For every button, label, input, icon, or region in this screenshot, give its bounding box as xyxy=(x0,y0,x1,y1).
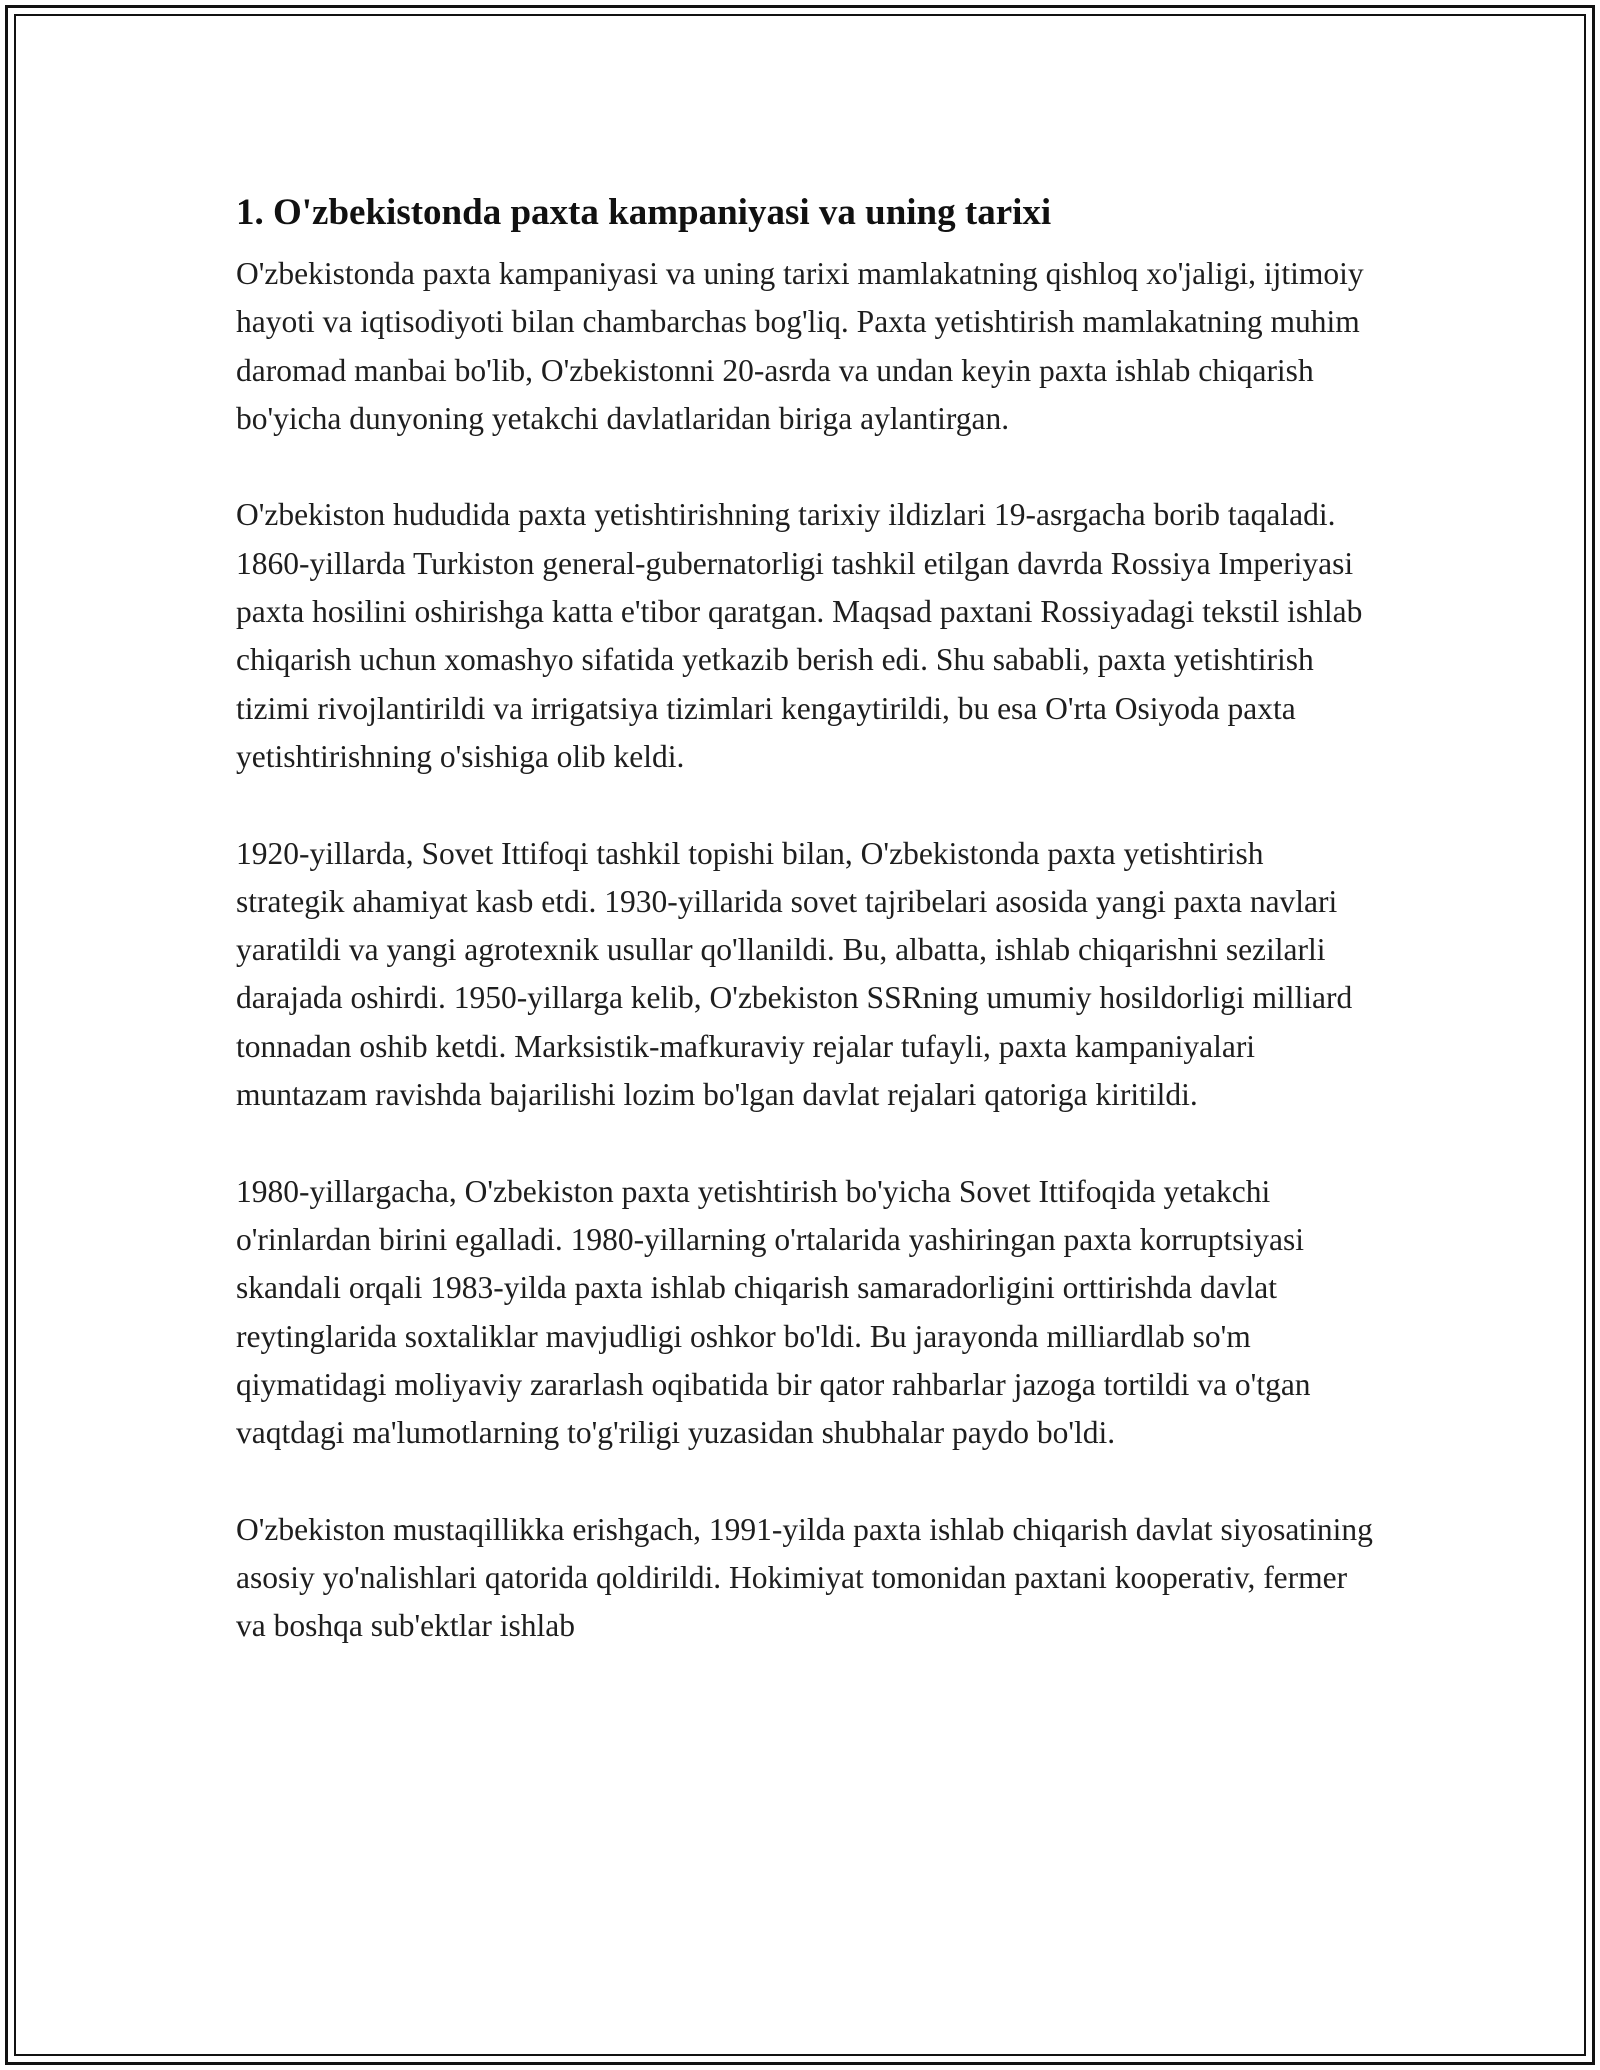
paragraph-2: O'zbekiston hududida paxta yetishtirishning tarixiy ildizlari 19-asrgacha borib taqaladi. 1860-yillarda Turkiston general-gubernatorligi tashkil etilgan davrda Rossiya Imperiyasi paxta hosilini oshirishga katta e'tibor qaratgan. Maqsad paxtani Rossiyadagi tekstil ishlab chiqarish uchun xomashyo sifatida yetkazib berish edi. Shu sababli, paxta yetishtirish tizimi rivojlantirildi va irrigatsiya tizimlari kengaytirildi, bu esa O'rta Osiyoda paxta yetishtirishning o'sishiga olib keldi. xyxy=(236,497,1363,774)
document-body xyxy=(236,188,1376,1651)
paragraph-5: O'zbekiston mustaqillikka erishgach, 1991-yilda paxta ishlab chiqarish davlat siyosatining asosiy yo'nalishlari qatorida qoldirildi. Hokimiyat tomonidan paxtani kooperativ, fermer va boshqa sub'ektlar ishlab xyxy=(236,1511,1373,1644)
section-heading: 1. O'zbekistonda paxta kampaniyasi va uning tarixi xyxy=(236,192,1052,233)
paragraph-1: O'zbekistonda paxta kampaniyasi va uning tarixi mamlakatning qishloq xo'jaligi, ijtimoiy hayoti va iqtisodiyoti bilan chambarchas bog'liq. Paxta yetishtirish mamlakatning muhim daromad manbai bo'lib, O'zbekistonni 20-asrda va undan keyin paxta ishlab chiqarish bo'yicha dunyoning yetakchi davlatlaridan biriga aylantirgan. xyxy=(236,256,1364,436)
paragraph-3: 1920-yillarda, Sovet Ittifoqi tashkil topishi bilan, O'zbekistonda paxta yetishtirish strategik ahamiyat kasb etdi. 1930-yillarida sovet tajribelari asosida yangi paxta navlari yaratildi va yangi agrotexnik usullar qo'llanildi. Bu, albatta, ishlab chiqarishni sezilarli darajada oshirdi. 1950-yillarga kelib, O'zbekiston SSRning umumiy hosildorligi milliard tonnadan oshib ketdi. Marksistik-mafkuraviy rejalar tufayli, paxta kampaniyalari muntazam ravishda bajarilishi lozim bo'lgan davlat rejalari qatoriga kiritildi. xyxy=(236,835,1353,1113)
paragraph-4: 1980-yillargacha, O'zbekiston paxta yetishtirish bo'yicha Sovet Ittifoqida yetakchi o'rinlardan birini egalladi. 1980-yillarning o'rtalarida yashiringan paxta korruptsiyasi skandali orqali 1983-yilda paxta ishlab chiqarish samaradorligini orttirishda davlat reytinglarida soxtaliklar mavjudligi oshkor bo'ldi. Bu jarayonda milliardlab so'm qiymatidagi moliyaviy zararlash oqibatida bir qator rahbarlar jazoga tortildi va o'tgan vaqtdagi ma'lumotlarning to'g'riligi yuzasidan shubhalar paydo bo'ldi. xyxy=(236,1173,1311,1451)
